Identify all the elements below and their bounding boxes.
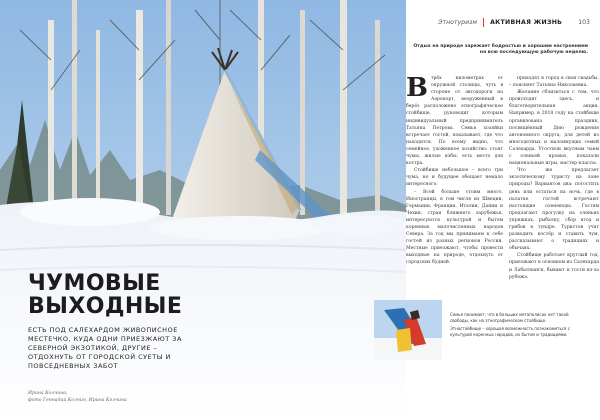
page-number: 103 xyxy=(578,18,590,26)
lead-text: Отдых на природе заряжает бодростью и хорошим настроением на всю последующую рабочую неделю. xyxy=(413,44,588,55)
header-section: Этнотуризм xyxy=(438,18,478,26)
article-headline xyxy=(28,272,182,318)
caption-paragraph: Этностойбище – хорошая возможность познакомиться с культурой коренных народов, их бытом и традициями. xyxy=(450,326,570,337)
article-column-1 xyxy=(406,75,503,295)
article-paragraph: Желание сблизиться с тем, что происходит здесь, и благотворительная акция. Например, в 2018 году на стойбище организована праздник, посвящённый Дню рождения автономного округа, для детей из многодетных и малоимущих семей Салехарда. Угостили вкусным чаем с оленьей кровью, показали национальные игры, мастер-классы. xyxy=(509,90,599,167)
article-paragraph: Что же предлагает экзотическому туристу на лоне природы? Вариантов два: погостить день или остаться на ночь, где в палатке гостей встречают настоящие оленеводы. Гостям предлагают прогулку на оленьих упряжках, рыбалку, сбор ягод и грибов в тундре. Туристов учат разводить костёр и ставить чум, рассказывают о традициях и обычаях. xyxy=(509,168,599,252)
headline-line-1: ЧУМОВЫЕ xyxy=(28,271,161,296)
article-paragraph: приходят в город в свои свадьбы, – поясняет Татьяна Николаевна. xyxy=(509,76,599,89)
article-paragraph: Втрёх километрах от окружной столицы, чуть в стороне от автодороги на Аэропорт, вооруженный в берёз расположено этнографическое стойбище, руководит которым индивидуальный предприниматель Татьяна Петрова. Семья хозяйки встречает гостей, показывает, где что находится. По всему видно, что семейное, ухоженное хозяйство: стоят чумы, жилые избы, есть место для костра. xyxy=(406,75,503,167)
headline-line-2: ВЫХОДНЫЕ xyxy=(28,294,183,319)
article-paragraph: Стойбище небольшое – всего три чума, но и будущее обещает немало интересного. xyxy=(406,168,503,188)
caption-paragraph: Семья понимает, что в больших мегаполисах нет такой свободы, как на этнографическом стойбище. xyxy=(450,312,569,323)
inset-photo xyxy=(374,300,442,360)
drop-cap: В xyxy=(406,75,428,103)
article-column-2 xyxy=(509,75,599,325)
article-subheading: ЕСТЬ ПОД САЛЕХАРДОМ ЖИВОПИСНОЕ МЕСТЕЧКО, КУДА ОДНИ ПРИЕЗЖАЮТ ЗА СЕВЕРНОЙ ЭКЗОТИКОЙ, ДРУГИЕ – ОТДОХНУТЬ ОТ ГОРОДСКОЙ СУЕТЫ И ПОВСЕДНЕВНЫХ ЗАБОТ xyxy=(28,326,182,370)
header-divider xyxy=(483,18,484,27)
header-title: АКТИВНАЯ ЖИЗНЬ xyxy=(490,18,563,26)
page-header xyxy=(438,16,590,28)
byline-photo-credit: фото Геннадий Колчин, Ирина Колчина xyxy=(28,397,127,403)
article-paragraph: Стойбище работает круглый год, приезжают в основном из Салехарда и Лабытнанги, бывают и гости из-за рубежа. xyxy=(509,253,599,280)
article-paragraph: – Всей больше стоим много. Иностранцы, в том числе из Швеции, Германии, Франции, Италии, Дании и Чехии, стран ближнего зарубежья, интересуются культурой и бытом коренных малочисленных народов Севера. За год мы принимаем к себе гостей из разных регионов России. Местные приезжают, чтобы провести выходные на природе, отдохнуть от городских будней. xyxy=(406,189,503,266)
photo-caption xyxy=(450,312,570,340)
byline-author: Ирина Колчина, xyxy=(28,391,68,396)
article-byline xyxy=(28,391,127,404)
